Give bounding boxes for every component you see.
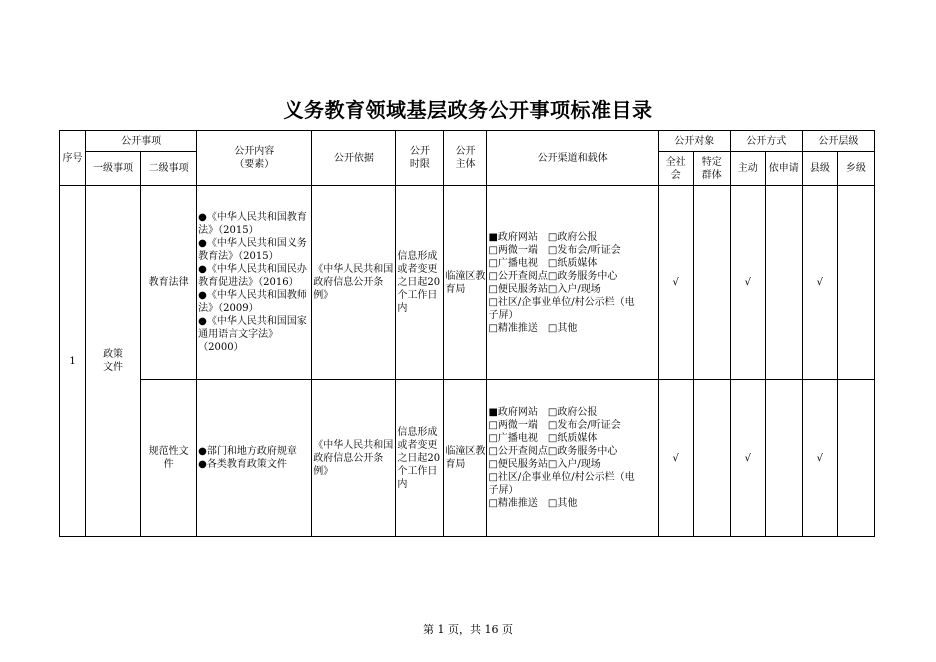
- channel-line: □两微一端 □发布会/听证会: [488, 420, 621, 431]
- header-method-active: 主动: [730, 152, 765, 186]
- row-level2: [141, 380, 197, 537]
- header-audience-group: 公开对象: [658, 131, 730, 152]
- check-method-request: [765, 380, 802, 537]
- channel-line: □便民服务站□入户/现场: [488, 459, 601, 470]
- header-audience-all: [658, 152, 693, 186]
- channel-line: ■政府网站 □政府公报: [488, 407, 598, 418]
- channel-line: □公开查阅点□政务服务中心: [488, 446, 618, 457]
- table-row: [60, 186, 875, 380]
- row-subject: 临潼区教育局: [444, 380, 487, 537]
- channel-line: □便民服务站□入户/现场: [488, 283, 601, 295]
- header-level2: 二级事项: [141, 152, 197, 186]
- content-item: ●《中华人民共和国教育法》（2015）: [198, 212, 307, 236]
- header-channels: 公开渠道和载体: [487, 131, 658, 186]
- header-subject-line1: 公开: [455, 146, 476, 157]
- row-level2-line1: 规范性文: [148, 446, 189, 457]
- row-basis: 《中华人民共和国政府信息公开条例》: [312, 186, 396, 380]
- page-footer: 第 1 页，共 16 页: [423, 623, 513, 636]
- header-audience-specific-line1: 特定: [701, 156, 722, 168]
- check-level-township: [837, 380, 874, 537]
- channel-line: □广播电视 □纸质媒体: [488, 433, 598, 444]
- row-channels: [487, 380, 658, 537]
- content-item: ●《中华人民共和国义务教育法》（2015）: [198, 238, 307, 262]
- header-level-group: 公开层级: [802, 131, 874, 152]
- header-subject-line2: 主体: [455, 159, 476, 170]
- standard-catalog-table: [59, 130, 875, 537]
- row-basis: 《中华人民共和国政府信息公开条例》: [312, 380, 396, 537]
- row-content: [197, 380, 312, 537]
- row-level1: [86, 186, 141, 537]
- check-audience-all: √: [658, 380, 693, 537]
- page-title: 义务教育领域基层政务公开事项标准目录: [283, 98, 653, 122]
- header-basis: 公开依据: [312, 131, 396, 186]
- check-level-county: √: [802, 380, 837, 537]
- check-level-county: √: [802, 186, 837, 380]
- check-method-active: √: [730, 380, 765, 537]
- row-seq: 1: [60, 186, 86, 537]
- check-audience-specific: [693, 380, 730, 537]
- header-seq: 序号: [60, 131, 86, 186]
- channel-line: □两微一端 □发布会/听证会: [488, 244, 621, 256]
- channel-line: □精准推送 □其他: [488, 322, 578, 334]
- channel-line: □广播电视 □纸质媒体: [488, 257, 598, 269]
- content-item: ●部门和地方政府规章: [198, 446, 297, 457]
- header-audience-all-line2: 会: [670, 169, 681, 181]
- row-level2: 教育法律: [141, 186, 197, 380]
- row-level1-line1: 政策: [103, 349, 124, 360]
- channel-line: 子屏）: [488, 309, 519, 321]
- channel-line: □社区/企事业单位/村公示栏（电: [488, 472, 635, 483]
- row-level2-line2: 件: [163, 459, 174, 470]
- header-audience-all-line1: 全社: [665, 156, 686, 168]
- check-method-request: [765, 186, 802, 380]
- row-time-limit: 信息形成或者变更之日起20个工作日内: [396, 380, 444, 537]
- header-content: [197, 131, 312, 186]
- channel-line: □公开查阅点□政务服务中心: [488, 270, 618, 282]
- check-level-township: [837, 186, 874, 380]
- row-channels: [487, 186, 658, 380]
- check-audience-all: √: [658, 186, 693, 380]
- check-audience-specific: [693, 186, 730, 380]
- channel-line: ■政府网站 □政府公报: [488, 231, 598, 243]
- header-level1: 一级事项: [86, 152, 141, 186]
- content-item: ●各类教育政策文件: [198, 459, 287, 470]
- channel-line: 子屏）: [488, 485, 519, 496]
- header-content-line1: 公开内容: [234, 146, 275, 157]
- header-time-limit-line2: 时限: [409, 159, 430, 170]
- row-time-limit: 信息形成或者变更之日起20个工作日内: [396, 186, 444, 380]
- channel-line: □精准推送 □其他: [488, 498, 578, 509]
- row-content: [197, 186, 312, 380]
- header-content-line2: （要素）: [234, 159, 275, 170]
- row-subject: 临潼区教育局: [444, 186, 487, 380]
- check-method-active: √: [730, 186, 765, 380]
- header-item-group: 公开事项: [86, 131, 197, 152]
- header-time-limit: [396, 131, 444, 186]
- header-subject: [444, 131, 487, 186]
- header-method-group: 公开方式: [730, 131, 802, 152]
- content-item: ●《中华人民共和国民办教育促进法》（2016）: [198, 264, 307, 288]
- content-item: ●《中华人民共和国国家通用语言文字法》（2000）: [198, 316, 307, 353]
- header-method-request: 依申请: [765, 152, 802, 186]
- channel-line: □社区/企事业单位/村公示栏（电: [488, 296, 635, 308]
- header-audience-specific-line2: 群体: [701, 169, 722, 181]
- header-level-township: 乡级: [837, 152, 874, 186]
- row-level1-line2: 文件: [103, 362, 124, 373]
- header-level-county: 县级: [802, 152, 837, 186]
- content-item: ●《中华人民共和国教师法》（2009）: [198, 290, 307, 314]
- header-time-limit-line1: 公开: [409, 146, 430, 157]
- header-audience-specific: [693, 152, 730, 186]
- table-row: [60, 380, 875, 537]
